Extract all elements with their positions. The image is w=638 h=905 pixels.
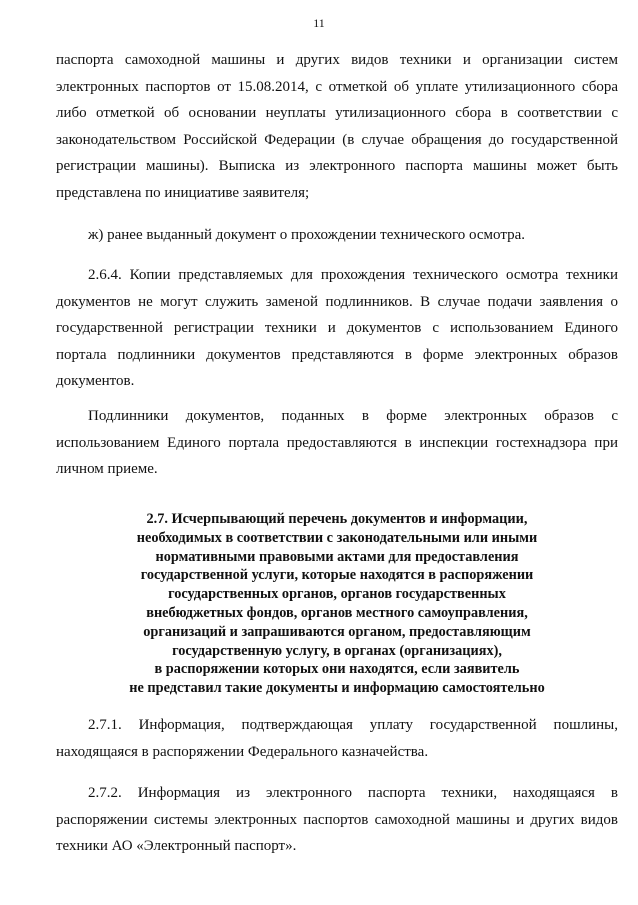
paragraph-2-7-2 [56,780,618,860]
heading-line: необходимых в соответствии с законодательными или иными [136,529,538,546]
text-line: регистрации машины). Выписка из электронного паспорта машины может быть [56,158,618,174]
heading-line: государственную услугу, в органах (организациях), [172,642,502,659]
section-heading-2-7 [56,510,618,698]
text-line: документов. [56,373,135,389]
paragraph-originals [56,403,618,483]
text-line: техники АО «Электронный паспорт». [56,838,297,854]
text-line: электронных паспортов от 15.08.2014, с отметкой об уплате утилизационного сбора [56,78,618,95]
text-line: Подлинники документов, поданных в форме электронных образов с [88,408,618,424]
text-line: либо отметкой об основании неуплаты утилизационного сбора в соответствии с [56,105,618,121]
heading-line: организаций и запрашиваются органом, предоставляющим [143,623,531,640]
heading-line: государственных органов, органов государственных [168,586,506,603]
text-line: представлена по инициативе заявителя; [56,184,310,201]
text-line: использованием Единого портала предоставляются в инспекции гостехнадзора при [56,434,618,451]
paragraph-2-6-4 [56,262,618,395]
text-line: 2.7.2. Информация из электронного паспорта техники, находящаяся в [88,785,618,801]
paragraph-2-7-1 [56,712,618,765]
heading-line: не представил такие документы и информацию самостоятельно [129,680,545,697]
text-line: 2.6.4. Копии представляемых для прохождения технического осмотра техники [88,267,618,283]
text-line: 2.7.1. Информация, подтверждающая уплату государственной пошлины, [88,717,618,733]
page-number: 11 [313,16,325,30]
text-line: паспорта самоходной машины и других видов техники и организации систем [56,52,618,68]
text-line: государственной регистрации техники и документов с использованием Единого [56,320,618,336]
heading-line: внебюджетных фондов, органов местного самоуправления, [146,604,528,621]
heading-line: в распоряжении которых они находятся, если заявитель [154,661,520,678]
heading-line: государственной услуги, которые находятся в распоряжении [140,567,534,584]
text-line: находящаяся в распоряжении Федерального казначейства. [56,743,429,760]
heading-line: 2.7. Исчерпывающий перечень документов и информации, [146,511,528,527]
text-line: законодательством Российской Федерации (в случае обращения до государственной [56,131,618,148]
paragraph-item-zh [56,222,618,249]
text-line: портала подлинники документов представляются в форме электронных образов [56,346,618,363]
text-line: личном приеме. [56,461,158,477]
paragraph-passport-continuation [56,47,618,206]
text-line: документов не могут служить заменой подлинников. В случае подачи заявления о [56,293,618,310]
text-line: распоряжении системы электронных паспортов самоходной машины и других видов [56,811,618,828]
text-line: ж) ранее выданный документ о прохождении технического осмотра. [88,227,525,243]
heading-line: нормативными правовыми актами для предоставления [155,548,519,565]
